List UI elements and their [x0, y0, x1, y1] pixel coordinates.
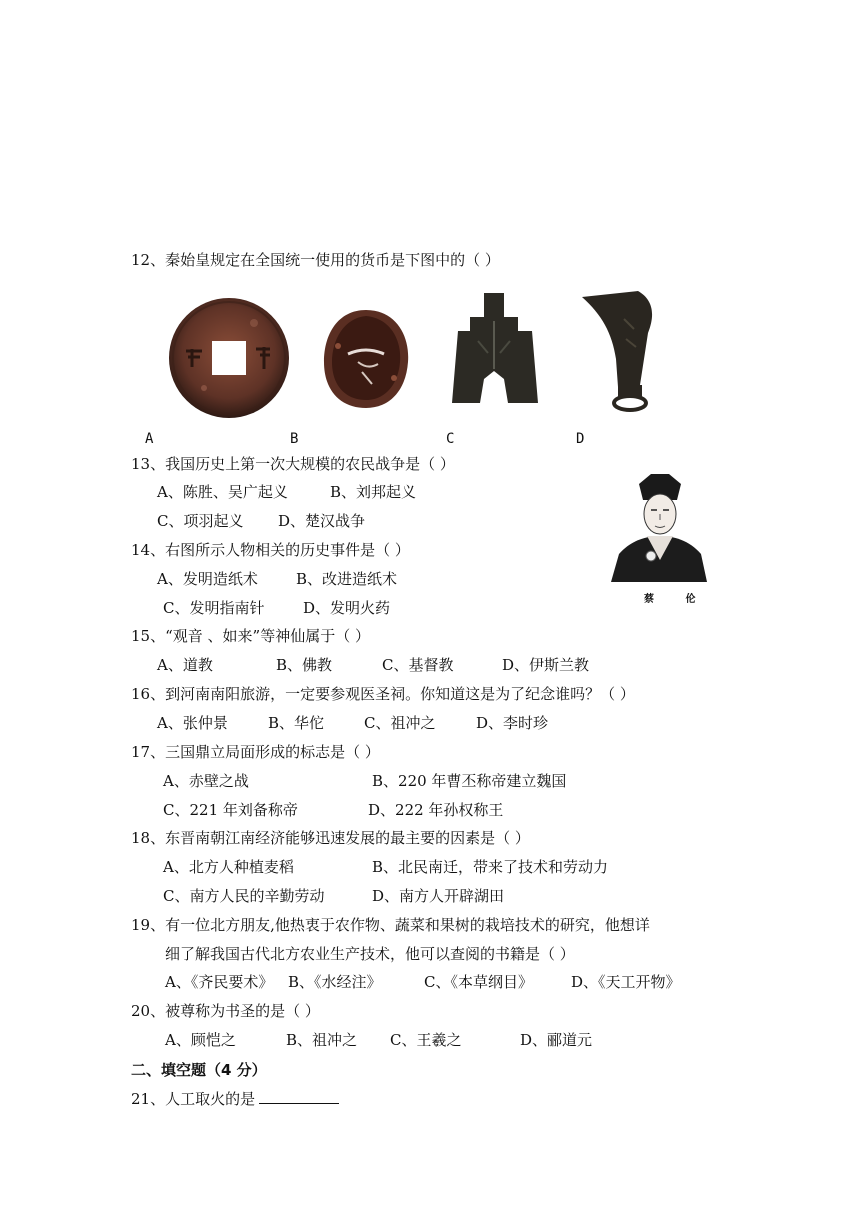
q20-option-c: C、王羲之 — [390, 1031, 462, 1049]
question-13: 13、我国历史上第一次大规模的农民战争是（ ） — [131, 455, 455, 473]
q20-option-a: A、顾恺之 — [165, 1031, 236, 1049]
question-16: 16、到河南南阳旅游，一定要参观医圣祠。你知道这是为了纪念谁吗？（ ） — [131, 685, 635, 703]
cai-lun-portrait — [611, 470, 707, 582]
q13-option-b: B、刘邦起义 — [330, 483, 417, 501]
answer-blank[interactable] — [259, 1089, 339, 1104]
q17-option-d: D、222 年孙权称王 — [368, 801, 504, 819]
question-12: 12、秦始皇规定在全国统一使用的货币是下图中的（ ） — [131, 251, 500, 269]
q19-option-a: A、《齐民要术》 — [165, 973, 274, 991]
q20-option-b: B、祖冲之 — [286, 1031, 358, 1049]
question-19-line-2: 细了解我国古代北方农业生产技术，他可以查阅的书籍是（ ） — [165, 945, 575, 963]
q16-option-d: D、李时珍 — [476, 714, 549, 732]
question-20: 20、被尊称为书圣的是（ ） — [131, 1002, 320, 1020]
option-label-d: D — [576, 431, 585, 447]
q18-option-a: A、北方人种植麦稻 — [163, 858, 294, 876]
q14-option-b: B、改进造纸术 — [296, 570, 398, 588]
q14-option-a: A、发明造纸术 — [157, 570, 258, 588]
question-21-text: 21、人工取火的是 — [131, 1090, 256, 1108]
q16-option-b: B、华佗 — [268, 714, 325, 732]
q20-option-d: D、郦道元 — [520, 1031, 593, 1049]
q16-option-c: C、祖冲之 — [364, 714, 436, 732]
q19-option-c: C、《本草纲目》 — [424, 973, 533, 991]
q16-option-a: A、张仲景 — [157, 714, 228, 732]
portrait-caption: 蔡 伦 — [644, 594, 710, 605]
section-2-title: 二、填空题（4 分） — [131, 1061, 267, 1079]
question-21 — [131, 1089, 339, 1109]
spade-coin-image — [448, 291, 540, 409]
q15-option-d: D、伊斯兰教 — [502, 656, 590, 674]
q14-option-c: C、发明指南针 — [163, 599, 265, 617]
q17-option-a: A、赤壁之战 — [163, 772, 249, 790]
q17-option-b: B、220 年曹丕称帝建立魏国 — [372, 772, 567, 790]
question-15: 15、“观音 、如来”等神仙属于（ ） — [131, 627, 370, 645]
q18-option-c: C、南方人民的辛勤劳动 — [163, 887, 325, 905]
q17-option-c: C、221 年刘备称帝 — [163, 801, 298, 819]
option-label-a: A — [145, 431, 154, 447]
q19-option-d: D、《天工开物》 — [571, 973, 681, 991]
knife-coin-image — [578, 289, 662, 413]
q14-option-d: D、发明火药 — [303, 599, 391, 617]
q13-option-d: D、楚汉战争 — [278, 512, 366, 530]
option-label-c: C — [446, 431, 455, 447]
q15-option-b: B、佛教 — [276, 656, 333, 674]
option-label-b: B — [290, 431, 299, 447]
shell-coin-image — [318, 306, 414, 412]
q15-option-a: A、道教 — [157, 656, 213, 674]
q15-option-c: C、基督教 — [382, 656, 454, 674]
q18-option-b: B、北民南迁，带来了技术和劳动力 — [372, 858, 609, 876]
question-14: 14、右图所示人物相关的历史事件是（ ） — [131, 541, 410, 559]
q19-option-b: B、《水经注》 — [288, 973, 382, 991]
q13-option-a: A、陈胜、吴广起义 — [157, 483, 288, 501]
banliang-coin-image — [164, 293, 294, 423]
question-18: 18、东晋南朝江南经济能够迅速发展的最主要的因素是（ ） — [131, 829, 530, 847]
question-19-line-1: 19、有一位北方朋友,他热衷于农作物、蔬菜和果树的栽培技术的研究，他想详 — [131, 916, 650, 934]
q18-option-d: D、南方人开辟湖田 — [372, 887, 505, 905]
q13-option-c: C、项羽起义 — [157, 512, 244, 530]
question-17: 17、三国鼎立局面形成的标志是（ ） — [131, 743, 380, 761]
